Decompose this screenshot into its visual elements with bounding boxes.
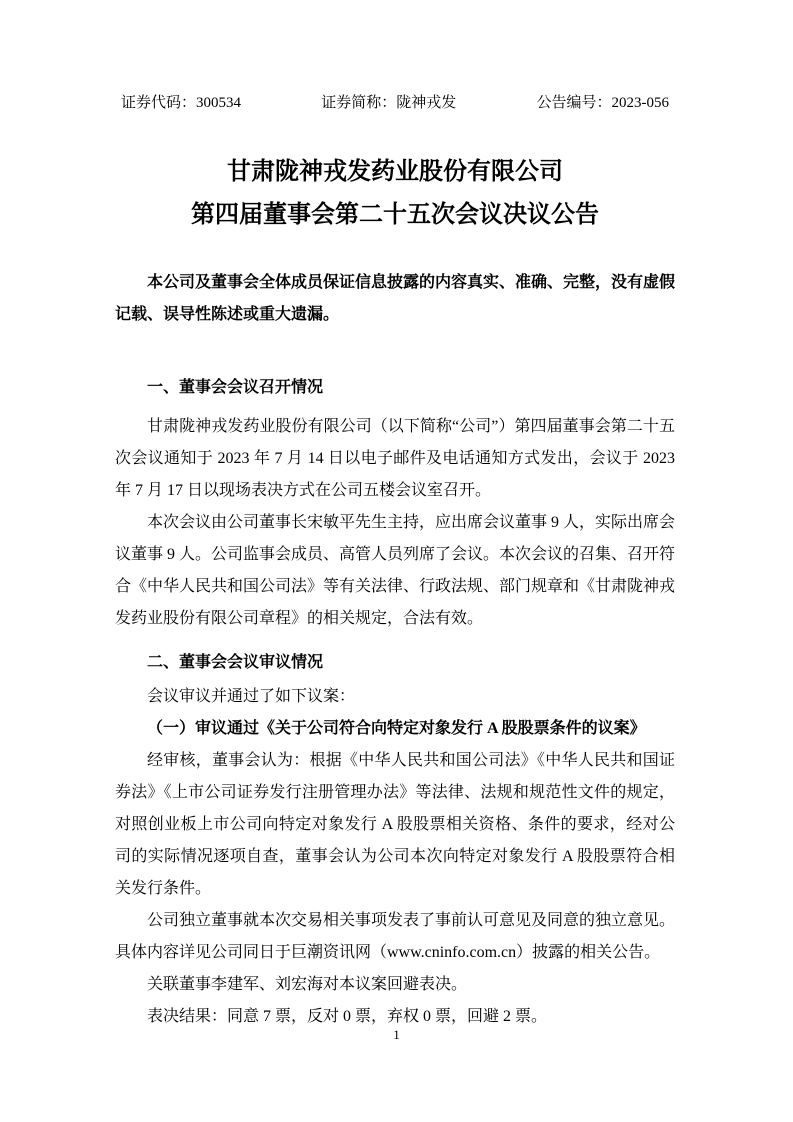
resolution1-independent-directors-paragraph: 公司独立董事就本次交易相关事项发表了事前认可意见及同意的独立意见。具体内容详见公司同日于巨潮资讯网（www.cninfo.com.cn）披露的相关公告。: [115, 912, 676, 961]
section2-intro: 会议审议并通过了如下议案：: [147, 688, 356, 705]
section1-paragraph-meeting-notice: 甘肃陇神戎发药业股份有限公司（以下简称“公司”）第四届董事会第二十五次会议通知于 2023 年 7 月 14 日以电子邮件及电话通知方式发出，会议于 2023 年 7 月 17 日以现场表决方式在公司五楼会议室召开。: [115, 418, 675, 499]
resolution1-vote-result: 表决结果：同意 7 票，反对 0 票，弃权 0 票，回避 2 票。: [147, 1008, 548, 1025]
disclaimer-statement: 本公司及董事会全体成员保证信息披露的内容真实、准确、完整，没有虚假记载、误导性陈述或重大遗漏。: [115, 274, 676, 323]
document-title-line1: 甘肃陇神戎发药业股份有限公司: [227, 159, 563, 185]
stock-short-name: 证券简称：陇神戎发: [321, 95, 457, 111]
resolution1-review-paragraph: 经审核，董事会认为：根据《中华人民共和国公司法》《中华人民共和国证券法》《上市公司证券发行注册管理办法》等法律、法规和规范性文件的规定，对照创业板上市公司向特定对象发行 A 股股票相关资格、条件的要求，经对公司的实际情况逐项自查，董事会认为公司本次向特定对象发行 A 股股票符合相关发行条件。: [115, 752, 675, 897]
resolution1-related-directors-abstain: 关联董事李建军、刘宏海对本议案回避表决。: [147, 976, 468, 993]
section2-heading: 二、董事会会议审议情况: [147, 654, 324, 671]
page-number: 1: [393, 1027, 400, 1042]
document-header: [115, 93, 675, 113]
announcement-number: 公告编号：2023-056: [536, 95, 669, 111]
section1-paragraph-meeting-attendance: 本次会议由公司董事长宋敏平先生主持，应出席会议董事 9 人，实际出席会议董事 9 人。公司监事会成员、高管人员列席了会议。本次会议的召集、召开符合《中华人民共和国公司法》等有关法律、行政法规、部门规章和《甘肃陇神戎发药业股份有限公司章程》的相关规定，合法有效。: [115, 514, 676, 627]
section1-heading: 一、董事会会议召开情况: [147, 379, 324, 396]
resolution1-heading: （一）审议通过《关于公司符合向特定对象发行 A 股股票条件的议案》: [147, 720, 646, 737]
stock-code: 证券代码：300534: [121, 95, 242, 111]
document-title: [115, 151, 675, 237]
document-body: [115, 267, 675, 1033]
document-title-line2: 第四届董事会第二十五次会议决议公告: [191, 202, 599, 228]
